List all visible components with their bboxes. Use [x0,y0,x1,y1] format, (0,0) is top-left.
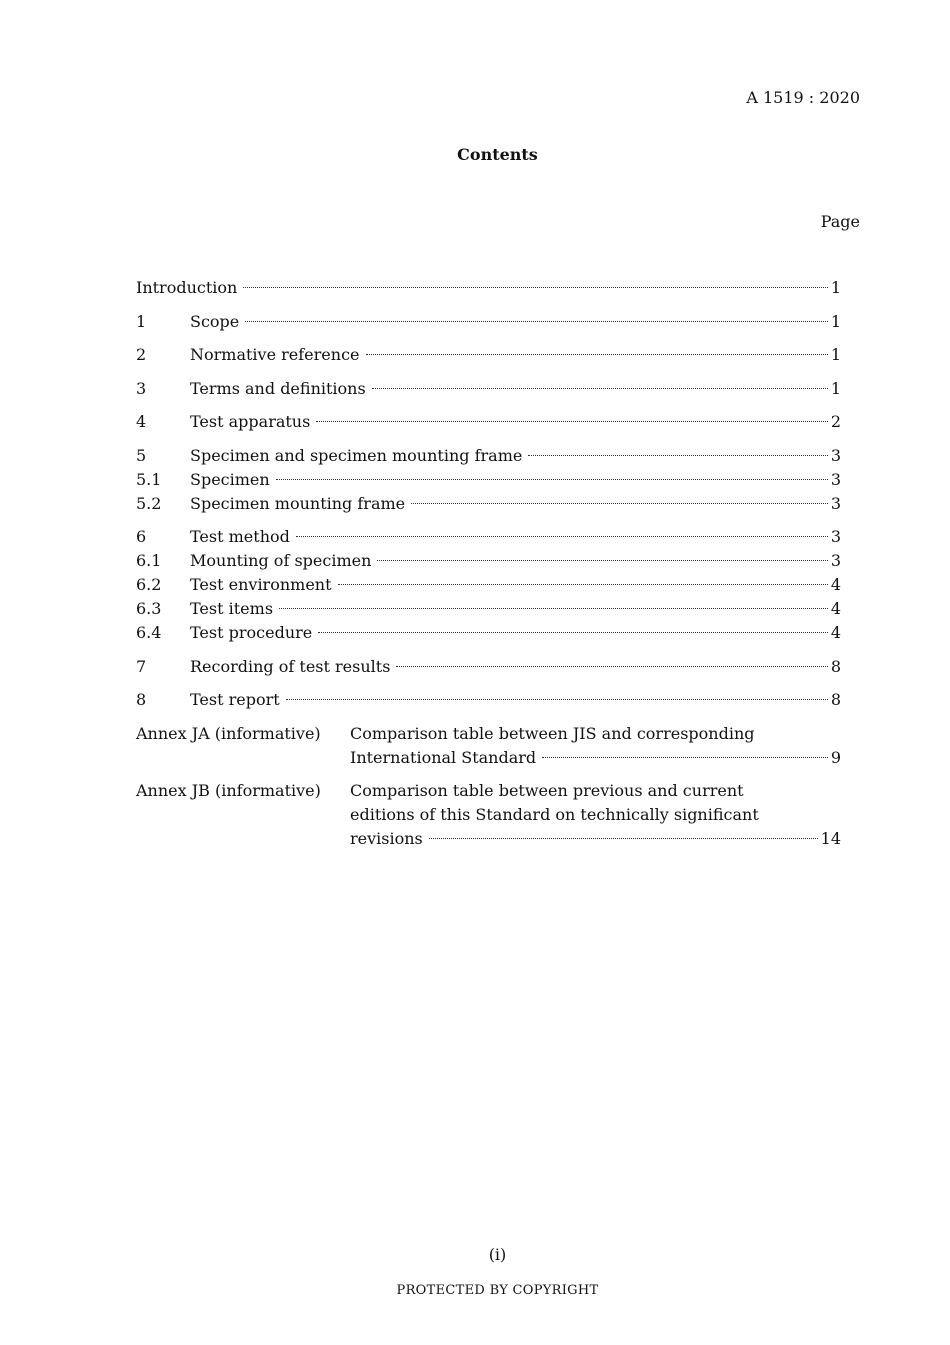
dot-leader [377,560,827,561]
toc-entry-number: 3 [136,378,147,398]
dot-leader [279,608,828,609]
toc-entry-label: Recording of test results [190,656,391,676]
document-code: A 1519 : 2020 [746,88,860,107]
toc-entry-number: 6.4 [136,623,162,642]
dot-leader [366,354,828,355]
toc-entry-label: Test report [190,690,280,709]
toc-entry-label: Mounting of specimen [190,551,372,570]
dot-leader [396,666,827,667]
toc-entry-label: Introduction [136,278,238,297]
page-column-header: Page [820,212,860,231]
toc-entry-page: 8 [830,690,841,709]
toc-entry-number: 6.3 [136,599,162,618]
dot-leader [245,321,828,322]
toc-entry-annex-jb[interactable] [136,779,841,851]
toc-entry-6-2[interactable] [136,573,841,597]
toc-entry-label: Test environment [190,575,332,594]
page-title: Contents [457,145,538,164]
toc-entry-page: 4 [830,599,841,618]
toc-entry-introduction[interactable] [136,276,841,300]
dot-leader [542,757,828,758]
toc-entry-annex-ja[interactable] [136,722,841,770]
dot-leader [286,699,828,700]
toc-entry-6[interactable] [136,525,841,549]
dot-leader [338,584,828,585]
toc-entry-number: 7 [136,656,147,676]
toc-entry-label: Specimen [190,469,270,489]
toc-entry-number: 6 [136,527,147,546]
toc-entry-8[interactable] [136,688,841,712]
toc-entry-number: 5.1 [136,469,162,489]
toc-entry-7[interactable] [136,655,841,679]
toc-entry-page: 1 [830,278,841,297]
toc-entry-number: 4 [136,412,147,431]
annex-title-last-line [350,827,841,851]
toc-entry-1[interactable] [136,310,841,334]
toc-entry-number: 6.2 [136,575,162,594]
dot-leader [411,503,828,504]
annex-title-line: Comparison table between JIS and corresponding [350,723,755,743]
annex-label: Annex JA (informative) [136,723,321,743]
annex-label: Annex JB (informative) [136,781,321,800]
toc-entry-label: Specimen mounting frame [190,493,406,513]
toc-entry-number: 2 [136,345,147,364]
toc-entry-page: 14 [820,829,841,848]
toc-entry-page: 1 [830,311,841,331]
toc-entry-page: 1 [830,345,841,364]
toc-entry-2[interactable] [136,343,841,367]
toc-entry-label: Terms and definitions [190,378,366,398]
toc-entry-page: 3 [830,469,841,489]
toc-entry-number: 8 [136,690,147,709]
toc-entry-page: 8 [830,656,841,676]
dot-leader [276,479,828,480]
annex-title-last-line [350,746,841,770]
copyright-notice: PROTECTED BY COPYRIGHT [396,1283,599,1298]
dot-leader [296,536,828,537]
toc-entry-3[interactable] [136,377,841,401]
toc-entry-5-2[interactable] [136,492,841,516]
toc-entry-page: 3 [830,527,841,546]
annex-title-line: revisions [350,829,423,848]
toc-entry-label: Specimen and specimen mounting frame [190,445,523,465]
toc-entry-label: Normative reference [190,345,360,364]
toc-entry-label: Scope [190,311,240,331]
dot-leader [528,455,827,456]
annex-title [350,722,841,770]
table-of-contents [136,276,841,851]
toc-entry-page: 4 [830,575,841,594]
dot-leader [316,421,827,422]
toc-entry-label: Test apparatus [190,412,311,431]
toc-entry-page: 3 [830,551,841,570]
toc-entry-4[interactable] [136,410,841,434]
toc-entry-6-3[interactable] [136,597,841,621]
toc-entry-5[interactable] [136,444,841,468]
toc-entry-page: 3 [830,445,841,465]
page-number: (i) [488,1245,507,1264]
toc-entry-label: Test procedure [190,623,313,642]
toc-entry-number: 5 [136,445,147,465]
annex-title-line: editions of this Standard on technically significant [350,805,759,824]
toc-entry-6-1[interactable] [136,549,841,573]
annex-title-line: Comparison table between previous and current [350,781,744,800]
toc-entry-label: Test items [190,599,274,618]
dot-leader [318,632,828,633]
dot-leader [429,838,818,839]
toc-entry-label: Test method [190,527,290,546]
toc-entry-6-4[interactable] [136,621,841,645]
toc-entry-page: 3 [830,493,841,513]
toc-entry-page: 9 [830,747,841,767]
toc-entry-number: 6.1 [136,551,162,570]
toc-entry-number: 1 [136,311,147,331]
dot-leader [372,388,828,389]
toc-entry-page: 1 [830,378,841,398]
annex-title [350,779,841,851]
annex-title-line: International Standard [350,747,537,767]
toc-entry-page: 2 [830,412,841,431]
toc-entry-page: 4 [830,623,841,642]
toc-entry-5-1[interactable] [136,468,841,492]
toc-entry-number: 5.2 [136,493,162,513]
dot-leader [243,287,827,288]
